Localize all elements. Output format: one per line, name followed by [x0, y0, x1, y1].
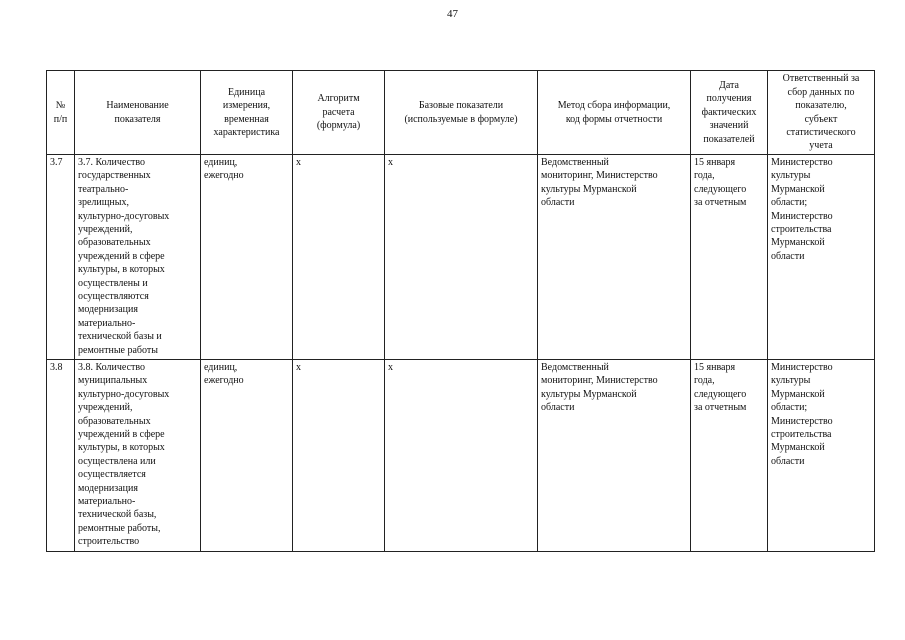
header-responsible: Ответственный за сбор данных по показателю, субъект статистического учета	[768, 71, 875, 155]
cell-name: 3.7. Количество государственных театрально- зрелищных, культурно-досуговых учреждений, образовательных учреждений в сфере культуры, в которых осуществлены и осуществляются модернизация материально- технической базы и ремонтные работы	[75, 155, 201, 360]
cell-date: 15 января года, следующего за отчетным	[691, 155, 768, 360]
cell-base: х	[385, 360, 538, 552]
table-row	[47, 360, 875, 552]
header-algorithm: Алгоритм расчета (формула)	[293, 71, 385, 155]
cell-method: Ведомственный мониторинг, Министерство культуры Мурманской области	[538, 155, 691, 360]
table-header-row	[47, 71, 875, 155]
cell-method: Ведомственный мониторинг, Министерство культуры Мурманской области	[538, 360, 691, 552]
header-base: Базовые показатели (используемые в формуле)	[385, 71, 538, 155]
header-method: Метод сбора информации, код формы отчетности	[538, 71, 691, 155]
page-number: 47	[447, 8, 458, 20]
cell-responsible: Министерство культуры Мурманской области; Министерство строительства Мурманской области	[768, 360, 875, 552]
cell-name: 3.8. Количество муниципальных культурно-досуговых учреждений, образовательных учреждений в сфере культуры, в которых осуществлена или осуществляется модернизация материально- технической базы, ремонтные работы, строительство	[75, 360, 201, 552]
cell-algorithm: х	[293, 155, 385, 360]
indicators-table	[46, 70, 875, 552]
header-unit: Единица измерения, временная характеристика	[201, 71, 293, 155]
cell-algorithm: х	[293, 360, 385, 552]
header-name: Наименование показателя	[75, 71, 201, 155]
cell-responsible: Министерство культуры Мурманской области; Министерство строительства Мурманской области	[768, 155, 875, 360]
cell-num: 3.8	[47, 360, 75, 552]
table-row	[47, 155, 875, 360]
cell-num: 3.7	[47, 155, 75, 360]
cell-unit: единиц, ежегодно	[201, 155, 293, 360]
header-num: № п/п	[47, 71, 75, 155]
cell-unit: единиц, ежегодно	[201, 360, 293, 552]
cell-date: 15 января года, следующего за отчетным	[691, 360, 768, 552]
header-date: Дата получения фактических значений показателей	[691, 71, 768, 155]
cell-base: х	[385, 155, 538, 360]
